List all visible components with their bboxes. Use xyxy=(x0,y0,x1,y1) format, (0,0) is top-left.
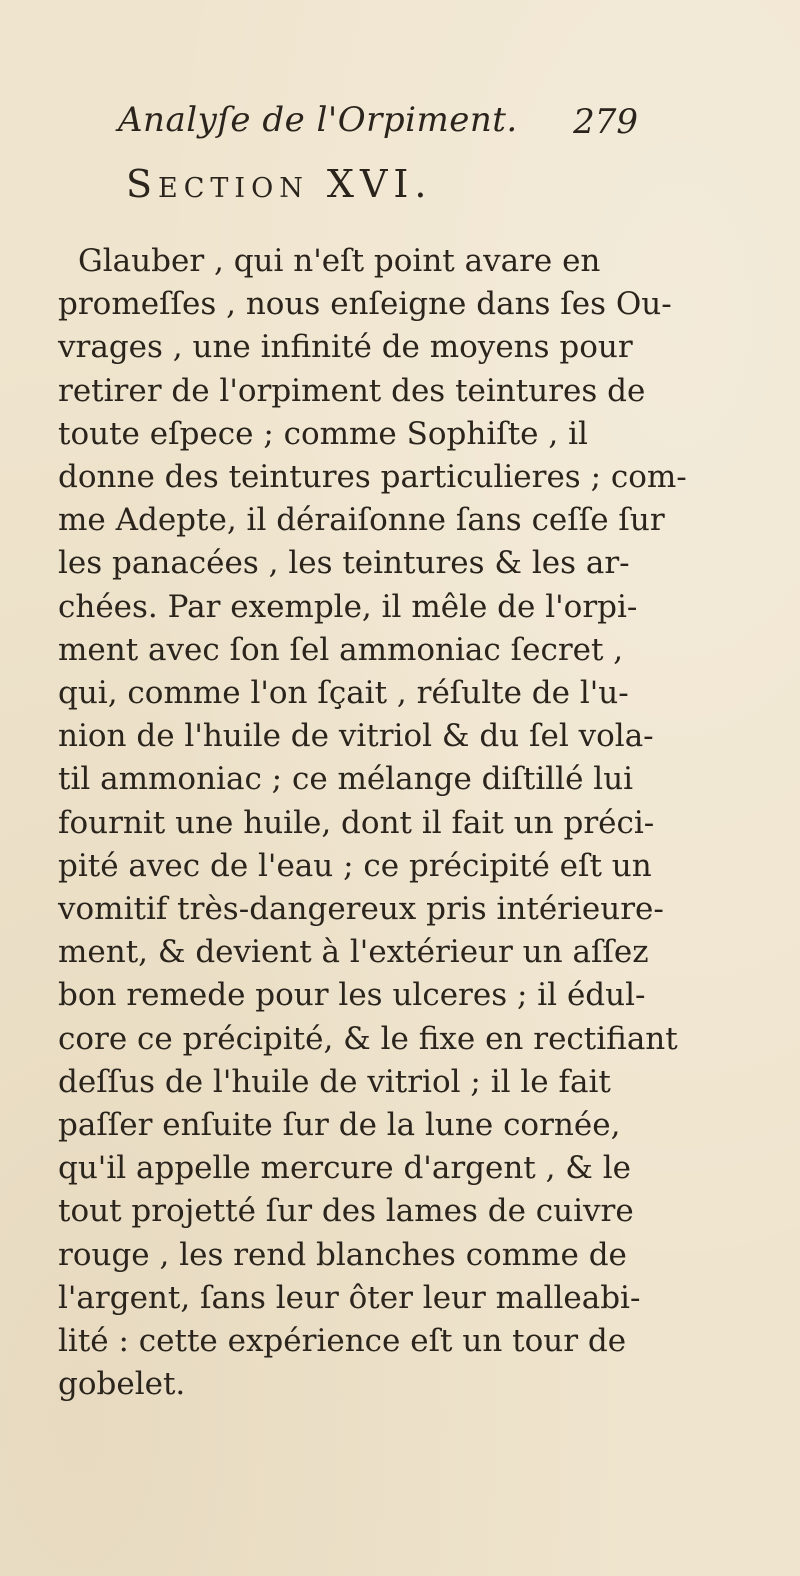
text-line: nion de l'huile de vitriol & du ſel vola- xyxy=(58,718,654,755)
text-line: lité : cette expérience eſt un tour de xyxy=(58,1323,627,1360)
text-line: chées. Par exemple, il mêle de l'orpi- xyxy=(58,588,638,625)
text-line: gobelet. xyxy=(58,1366,186,1403)
text-line: ment avec ſon ſel ammoniac ſecret , xyxy=(58,631,624,668)
section-heading: Section XVI. xyxy=(126,162,433,206)
page-number: 279 xyxy=(573,102,638,142)
text-line: qui, comme l'on ſçait , réſulte de l'u- xyxy=(58,675,629,712)
text-line: vomitif très-dangereux pris intérieure- xyxy=(58,891,664,928)
text-line: bon remede pour les ulceres ; il édul- xyxy=(58,977,646,1014)
text-line: me Adepte, il déraiſonne ſans ceſſe ſur xyxy=(58,502,665,539)
text-line: tout projetté ſur des lames de cuivre xyxy=(58,1193,634,1230)
text-line: pité avec de l'eau ; ce précipité eſt un xyxy=(58,847,652,884)
text-line: rouge , les rend blanches comme de xyxy=(58,1236,627,1273)
text-line: core ce précipité, & le fixe en rectifiant xyxy=(58,1020,678,1057)
text-line: l'argent, ſans leur ôter leur malleabi- xyxy=(58,1279,641,1316)
running-title: Analyſe de l'Orpiment. xyxy=(118,100,518,140)
text-line: Glauber , qui n'eſt point avare en xyxy=(78,243,601,279)
text-line: fournit une huile, dont il fait un préci- xyxy=(58,804,655,841)
text-line: qu'il appelle mercure d'argent , & le xyxy=(58,1150,632,1187)
text-line: toute eſpece ; comme Sophiſte , il xyxy=(58,415,588,452)
text-line: retirer de l'orpiment des teintures de xyxy=(58,372,646,409)
text-line: deſſus de l'huile de vitriol ; il le fait xyxy=(58,1063,611,1100)
text-line: donne des teintures particulieres ; com- xyxy=(58,459,687,496)
text-line: les panacées , les teintures & les ar- xyxy=(58,545,630,582)
text-line: til ammoniac ; ce mélange diſtillé lui xyxy=(58,761,634,798)
page-header xyxy=(118,100,638,160)
text-line: vrages , une infinité de moyens pour xyxy=(58,329,633,366)
text-line: promeſſes , nous enſeigne dans ſes Ou- xyxy=(58,286,672,323)
text-line: paſſer enſuite ſur de la lune cornée, xyxy=(58,1107,621,1144)
text-line: ment, & devient à l'extérieur un aſſez xyxy=(58,934,649,971)
body-paragraph xyxy=(58,240,738,1406)
